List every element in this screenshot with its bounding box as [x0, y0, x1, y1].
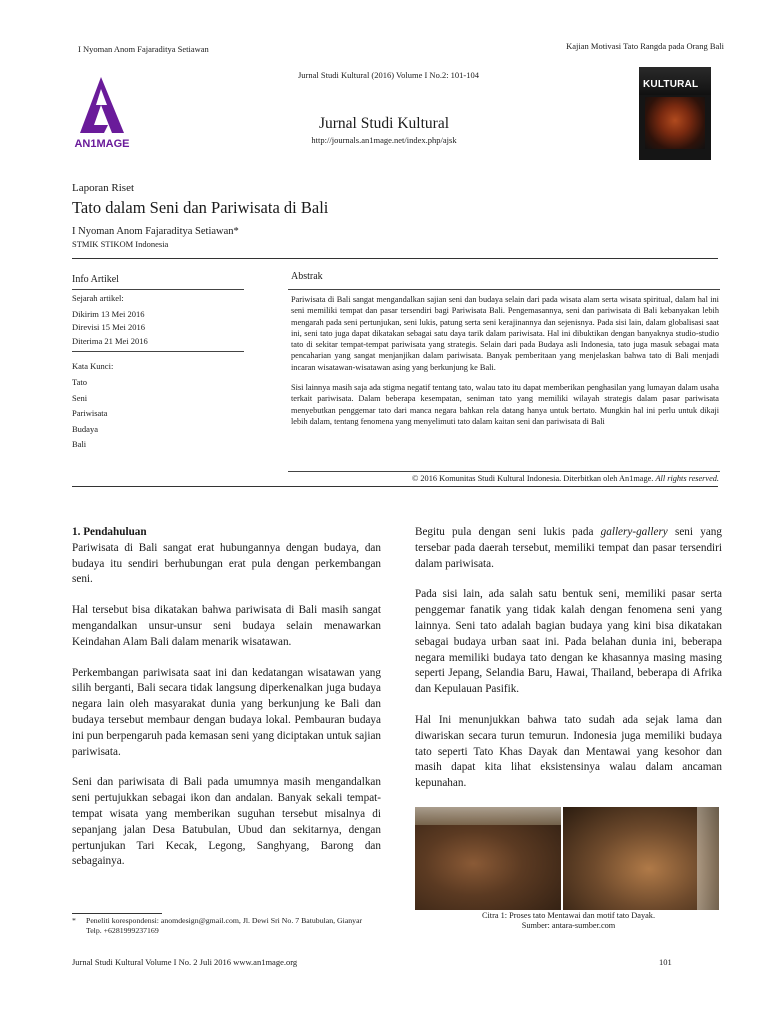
article-type: Laporan Riset [72, 182, 135, 194]
figure-source: Sumber: antara-sumber.com [521, 921, 616, 930]
divider [72, 486, 718, 487]
journal-cover [639, 67, 711, 160]
divider [72, 258, 718, 259]
page-footer: Jurnal Studi Kultural Volume I No. 2 Juli 2016 www.an1mage.org [72, 957, 298, 967]
photo-dayak-tattoo [563, 807, 719, 910]
article-title: Tato dalam Seni dan Pariwisata di Bali [72, 198, 329, 217]
history-item: Dikirim 13 Mei 2016 [72, 309, 145, 319]
body-paragraph: Pada sisi lain, ada salah satu bentuk seni, memiliki pasar serta penggemar fanatik yang tidak kalah dengan fenomena seni yang lainnya. Seni tato adalah bagian budaya yang kini bisa dikatakan sebagai budaya urban saat ini. Pada belahan dunia ini, beberapa negara memiliki budaya tato dengan ke khasannya masing masing seperti Jepang, Selandia Baru, Hawai, Thailand, beberapa di Afrika dan Kepulauan Pasifik. [415, 588, 722, 696]
figure-caption: Citra 1: Proses tato Mentawai dan motif tato Dayak. [481, 911, 656, 920]
footnote-line: Peneliti korespondensi: anomdesign@gmail.com, Jl. Dewi Sri No. 7 Batubulan, Gianyar [86, 916, 363, 925]
abstract-body [291, 294, 719, 427]
body-paragraph: Pariwisata di Bali sangat erat hubungannya dengan budaya, dan budaya itu sendiri berhubungan erat pula dengan perkembangan seni. [72, 541, 381, 586]
footnote [72, 916, 392, 936]
section-heading: 1. Pendahuluan [72, 526, 147, 538]
body-paragraph: Hal Ini menunjukkan bahwa tato sudah ada sejak lama dan diwariskan secara turun temurun. Indonesia juga memiliki budaya tato seperti Tato Khas Dayak dan Mentawai yang kesohor dan masih dapat kita lihat eksistensinya walau dalam ancaman kepunahan. [415, 713, 722, 790]
abstract-paragraph-1: Pariwisata di Bali sangat mengandalkan sajian seni dan budaya selain dari pada wisata alam serta wisata spiritual, dalam hal ini seni memiliki tempat dan pasar tersendiri bagi Pariwisata Bali. Pengemasannya, seni dan pariwisata di Bali kebanyakan lebih mengarah pada seni pertunjukan, seni lukis, patung serta seni kerajinannya dan sejenisnya. Pada sisi lain, dalam globalisasi saat ini, seni tato juga dapat dikatakan sebagai satu daya tarik dalam pariwisata. Hal ini dibuktikan dengan banyaknya studio-studio tato di sekitar tempat-tempat pariwisata yang strategis. Selain dari pada Budaya asli Indonesia, tato juga masuk sebagai mata pencaharian yang sangat menjanjikan dalam pariwisata. Banyak pemberitaan yang menjelaskan bahwa tato di Bali menjadi incaran wisatawan-wisatawan asing yang berkunjung ke Bali. [291, 295, 719, 372]
keywords-label: Kata Kunci: [72, 361, 114, 371]
body-paragraph: Seni dan pariwisata di Bali pada umumnya masih mengandalkan seni pertujukkan sebagai ikon dan andalan. Banyak sekali tempat-tempat wisata yang memberikan suguhan tersebut misalnya di sepanjang jalan Desa Batubulan, Ubud dan sekitarnya, dengan pertunjukan Tari Kecak, Legong, Sanghyang, Barong dan sebagainya. [72, 776, 381, 868]
abstract-underline [288, 289, 720, 290]
body-paragraph: Begitu pula dengan seni lukis pada gallery-gallery seni yang tersebar pada daerah tersebut, memiliki tempat dan pasar tersendiri dalam pariwisata. [415, 526, 722, 570]
copyright-text: © 2016 Komunitas Studi Kultural Indonesia. Diterbitkan oleh An1mage. [412, 474, 654, 483]
keyword: Tato [72, 377, 87, 387]
footnote-marker: * [72, 916, 76, 925]
cover-image [645, 97, 705, 149]
history-item: Direvisi 15 Mei 2016 [72, 322, 145, 332]
keyword: Bali [72, 439, 87, 449]
journal-url[interactable]: http://journals.an1mage.net/index.php/ajsk [311, 135, 457, 145]
running-title: Kajian Motivasi Tato Rangda pada Orang Bali [566, 41, 724, 51]
info-divider [72, 351, 244, 352]
photo-mentawai-tattoo [415, 807, 561, 910]
footnote-rule [72, 913, 162, 914]
keyword: Budaya [72, 424, 98, 434]
body-paragraph: Perkembangan pariwisata saat ini dan kedatangan wisatawan yang silih berganti, Bali secara tidak langsung diperkenalkan juga budaya negara lain oleh masyarakat dunia yang berkunjung ke Bali dan budaya tersebut membaur dengan budaya lokal. Pembauran budaya ini pun berpengaruh pada kemasan seni yang diciptakan untuk sajian pariwisata. [72, 666, 381, 758]
abstract-bottom-rule [288, 471, 720, 472]
copyright-line [291, 474, 719, 483]
keyword: Seni [72, 393, 88, 403]
abstract-heading: Abstrak [291, 271, 323, 282]
article-affiliation: STMIK STIKOM Indonesia [72, 239, 169, 249]
logo-text: AN1MAGE [74, 138, 130, 150]
keyword: Pariwisata [72, 408, 108, 418]
history-label: Sejarah artikel: [72, 293, 124, 303]
footnote-line: Telp. +6281999237169 [86, 926, 159, 935]
running-author: I Nyoman Anom Fajaraditya Setiawan [78, 44, 209, 54]
issue-line: Jurnal Studi Kultural (2016) Volume I No.2: 101-104 [298, 70, 480, 80]
rights-text: All rights reserved. [655, 474, 719, 483]
page-number: 101 [659, 957, 672, 967]
cover-title: KULTURAL [643, 79, 699, 90]
history-item: Diterima 21 Mei 2016 [72, 336, 148, 346]
body-left-column [72, 525, 381, 870]
info-heading: Info Artikel [72, 274, 119, 285]
info-underline [72, 289, 244, 290]
article-author: I Nyoman Anom Fajaraditya Setiawan* [72, 226, 239, 237]
body-paragraph: Hal tersebut bisa dikatakan bahwa pariwisata di Bali masih sangat mengandalkan unsur-unsur seni budaya selain menawarkan Keindahan Alam Bali dalam menarik wisatawan. [72, 604, 381, 648]
journal-title: Jurnal Studi Kultural [318, 115, 450, 132]
body-right-column [415, 525, 722, 792]
abstract-paragraph-2: Sisi lainnya masih saja ada stigma negatif tentang tato, walau tato itu dapat memberikan penghasilan yang lumayan dalam usaha terkait pariwisata. Dalam beberapa kesempatan, seniman tato yang memiliki wilayah strategis dalam pasar pariwisata menyebutkan penggemar tato dari manca negara bahkan rela datang hanya untuk bertato. Mungkin hal ini perlu untuk dikaji lebih dalam, tentang fenomena yang menyelimuti tato dalam kaitan seni dan pariwisata di Bali [291, 383, 719, 426]
